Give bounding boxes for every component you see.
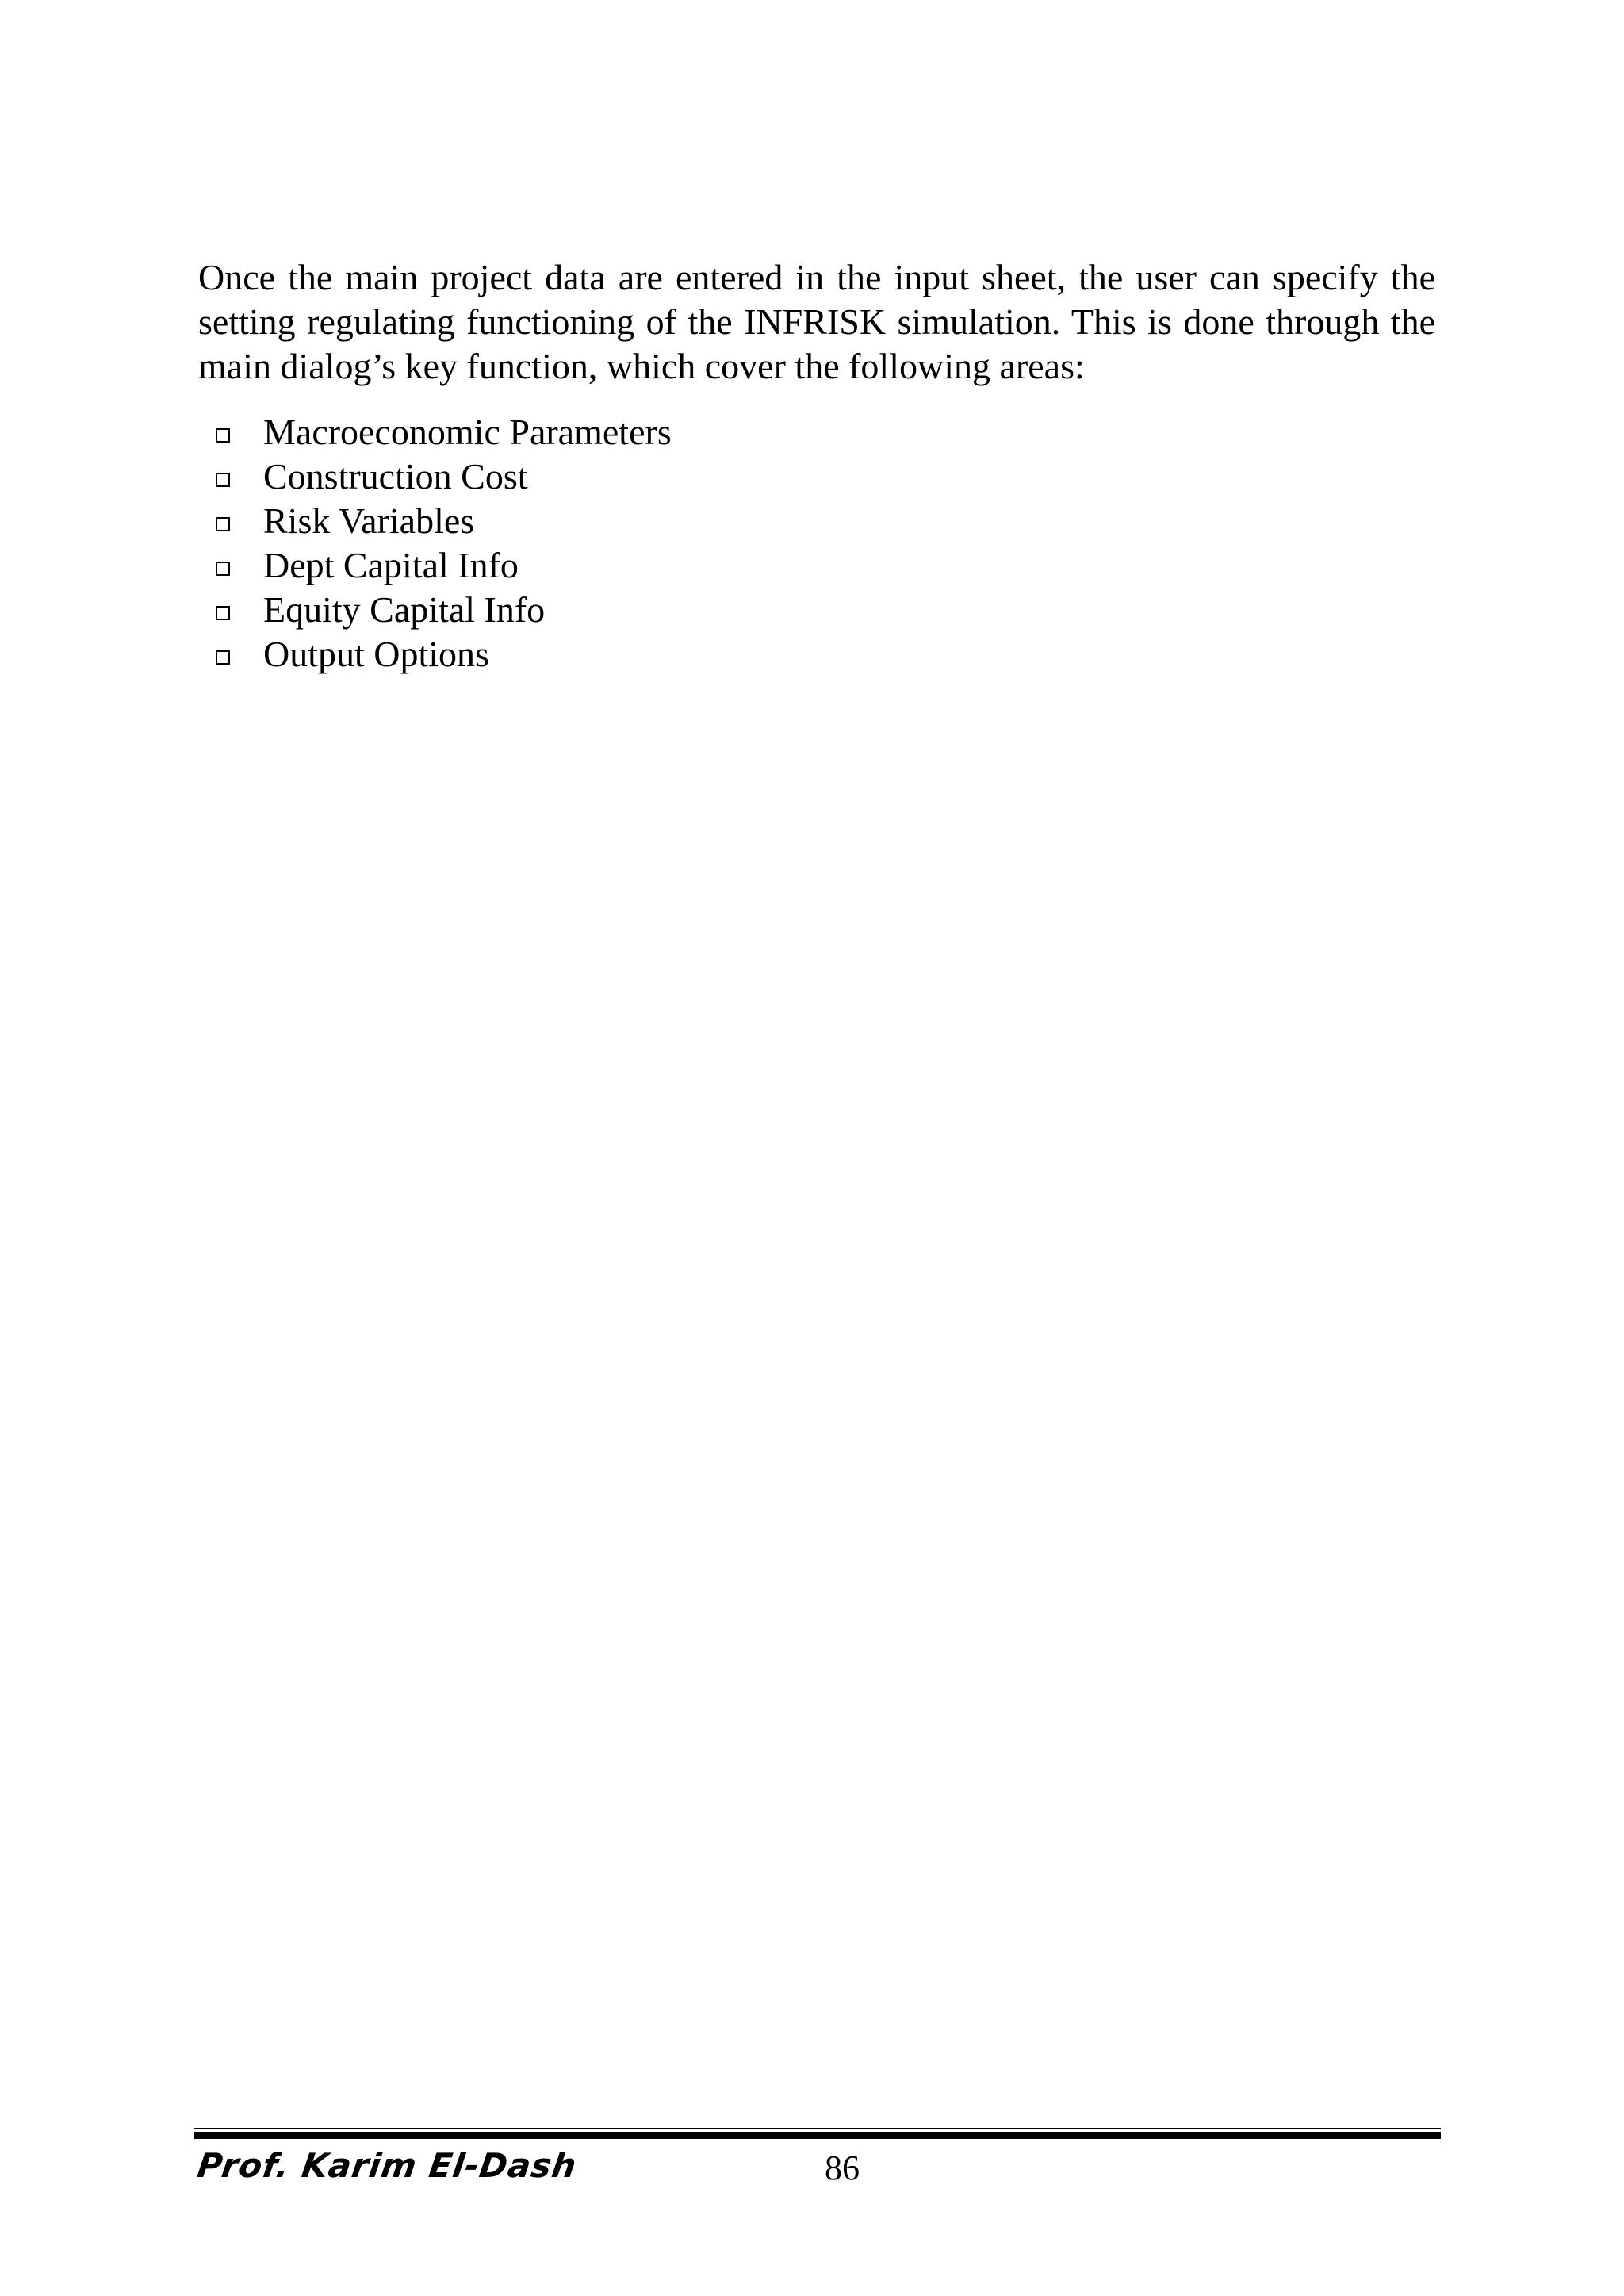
list-item xyxy=(216,542,672,587)
list-item-label: Construction Cost xyxy=(263,455,528,496)
list-item-label: Dept Capital Info xyxy=(263,544,519,585)
footer-author: Prof. Karim El-Dash xyxy=(195,2146,580,2185)
square-bullet-icon xyxy=(216,650,230,665)
footer-divider-thick xyxy=(194,2132,1441,2139)
square-bullet-icon xyxy=(216,473,230,487)
list-item xyxy=(216,631,672,676)
list-item-label: Equity Capital Info xyxy=(263,588,546,630)
square-bullet-icon xyxy=(216,517,230,531)
areas-list xyxy=(216,409,672,676)
list-item-label: Risk Variables xyxy=(263,500,475,541)
list-item-label: Macroeconomic Parameters xyxy=(263,411,672,452)
page-number: 86 xyxy=(825,2148,860,2187)
list-item xyxy=(216,498,672,542)
body-paragraph: Once the main project data are entered in the input sheet, the user can specify the setting regulating functioning of the INFRISK simulation. This is done through the main dialog’s key function, which cover the following areas: xyxy=(198,257,1435,386)
footer-divider-thin xyxy=(194,2128,1441,2129)
list-item-label: Output Options xyxy=(263,633,489,674)
list-item xyxy=(216,454,672,498)
square-bullet-icon xyxy=(216,428,230,443)
list-item xyxy=(216,587,672,631)
list-item xyxy=(216,409,672,454)
square-bullet-icon xyxy=(216,562,230,576)
square-bullet-icon xyxy=(216,606,230,620)
